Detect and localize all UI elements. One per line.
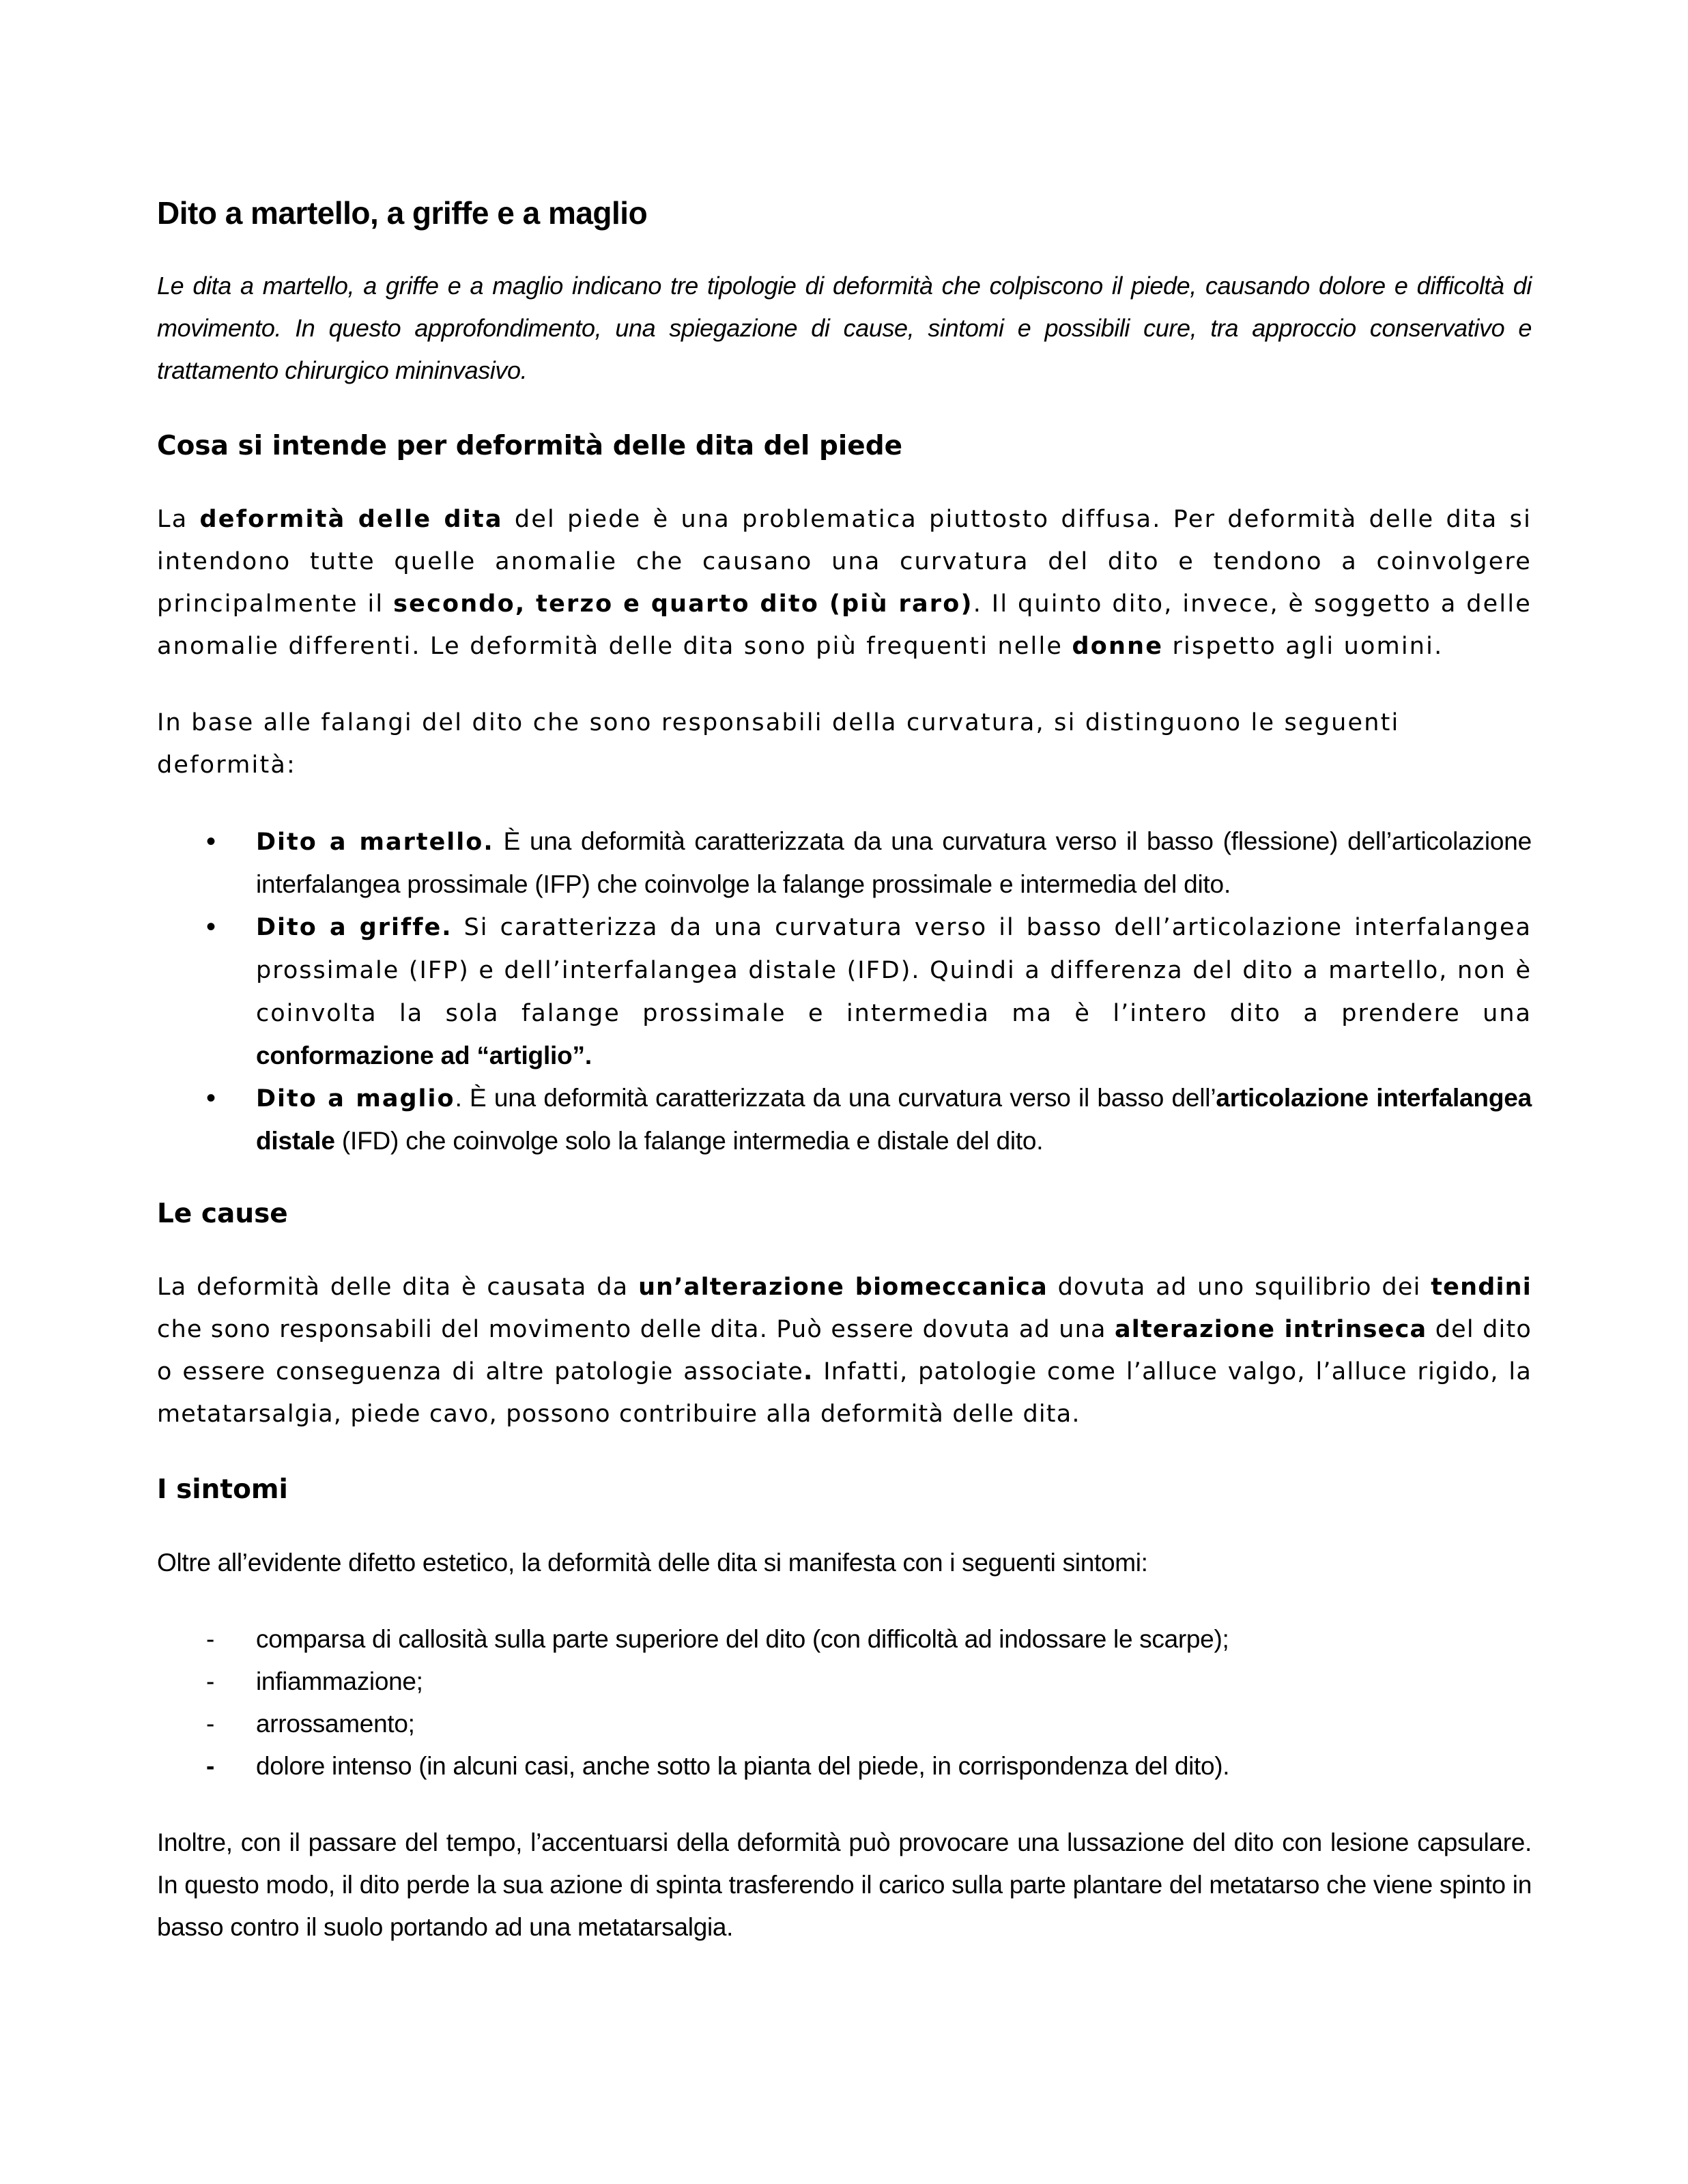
text-run: (IFD) che coinvolge solo la falange intermedia e distale del dito. [334,1127,1044,1155]
dash-icon: - [206,1667,215,1695]
list-item-hammer-toe [157,820,1532,906]
list-item [157,1661,1532,1703]
bold-run: . [803,1358,814,1385]
list-item-text: infiammazione; [256,1667,423,1695]
list-item [157,1618,1532,1661]
symptoms-list [157,1618,1532,1787]
text-run: dovuta ad uno squilibrio dei [1047,1274,1431,1301]
list-item-claw-toe [157,906,1532,1077]
document-title: Dito a martello, a griffe e a maglio [157,195,648,231]
bold-run: alterazione intrinseca [1114,1316,1427,1343]
text-run: . Il quinto dito, invece, è soggetto a delle anomalie differenti. Le deformità delle dita sono più frequenti nelle [157,590,1532,660]
list-item [157,1703,1532,1745]
bullet-icon: • [206,1083,216,1113]
bold-run: Dito a martello. [256,829,494,856]
text-run: . È una deformità caratterizzata da una curvatura verso il basso dell’ [455,1084,1216,1112]
bullet-icon: • [206,912,216,942]
bold-run: Dito a maglio [256,1085,455,1112]
dash-icon: - [206,1710,215,1738]
bold-run: donne [1072,633,1164,660]
lead-paragraph: Le dita a martello, a griffe e a maglio indicano tre tipologie di deformità che colpiscono il piede, causando dolore e difficoltà di movimento. In questo approfondimento, una spiegazione di cause, sintomi e possibili cure, tra approccio conservativo e trattamento chirurgico mininvasivo. [157,272,1532,384]
text-run: È una deformità caratterizzata da una curvatura verso il basso (flessione) dell’articolazione interfalangea prossimale (IFP) che coinvolge la falange prossimale e intermedia del dito. [256,827,1532,898]
list-item-text: arrossamento; [256,1710,415,1738]
causes-paragraph [157,1266,1532,1435]
section-heading-symptoms: I sintomi [157,1474,288,1505]
list-item-text: dolore intenso (in alcuni casi, anche sotto la pianta del piede, in corrispondenza del dito). [256,1752,1230,1780]
text-run: del dito o essere conseguenza di altre patologie associate [157,1316,1532,1385]
text-run: La deformità delle dita è causata da [157,1274,639,1301]
bold-run: deformità delle dita [199,506,503,533]
text-run: Infatti, patologie come l’alluce valgo, l’alluce rigido, la metatarsalgia, piede cavo, possono contribuire alla deformità delle dita. [157,1358,1532,1428]
section-heading-causes: Le cause [157,1198,288,1229]
list-item-text: comparsa di callosità sulla parte superiore del dito (con difficoltà ad indossare le scarpe); [256,1625,1229,1653]
text-run: che sono responsabili del movimento delle dita. Può essere dovuta ad una [157,1316,1115,1343]
bullet-icon: • [206,827,216,857]
bold-run: secondo, terzo e quarto dito (più raro) [393,590,973,618]
list-item [157,1745,1532,1787]
text-run: del piede è una problematica piuttosto diffusa. Per deformità delle dita si intendono tutte quelle anomalie che causano una curvatura del dito e tendono a coinvolgere principalmente il [157,506,1532,618]
deformity-list [157,820,1532,1162]
text-run: La [157,506,200,533]
text-run: Si caratterizza da una curvatura verso il basso dell’articolazione interfalangea prossimale (IFP) e dell’interfalangea distale (IFD). Quindi a differenza del dito a martello, non è coinvolta la sola falange prossimale e intermedia ma è l’intero dito a prendere una [256,914,1532,1027]
list-item-mallet-toe [157,1077,1532,1162]
bold-run: Dito a griffe. [256,914,453,941]
dash-icon: - [206,1752,215,1780]
text-run: rispetto agli uomini. [1163,633,1444,660]
bold-run: articolazione interfalangea distale [256,1084,1532,1155]
symptoms-closing-paragraph: Inoltre, con il passare del tempo, l’accentuarsi della deformità può provocare una lussazione del dito con lesione capsulare. In questo modo, il dito perde la sua azione di spinta trasferendo il carico sulla parte plantare del metatarso che viene spinto in basso contro il suolo portando ad una metatarsalgia. [157,1828,1532,1941]
deformity-intro-paragraph: In base alle falangi del dito che sono responsabili della curvatura, si distinguono le seguenti deformità: [157,709,1400,779]
symptoms-intro-paragraph: Oltre all’evidente difetto estetico, la deformità delle dita si manifesta con i seguenti sintomi: [157,1549,1148,1577]
bold-run: conformazione ad “artiglio”. [256,1041,592,1069]
bold-run: un’alterazione biomeccanica [638,1274,1048,1301]
section-heading-definition: Cosa si intende per deformità delle dita del piede [157,431,903,461]
bold-run: tendini [1431,1274,1532,1301]
document-page [157,192,1532,1983]
definition-paragraph [157,498,1532,667]
dash-icon: - [206,1625,215,1653]
